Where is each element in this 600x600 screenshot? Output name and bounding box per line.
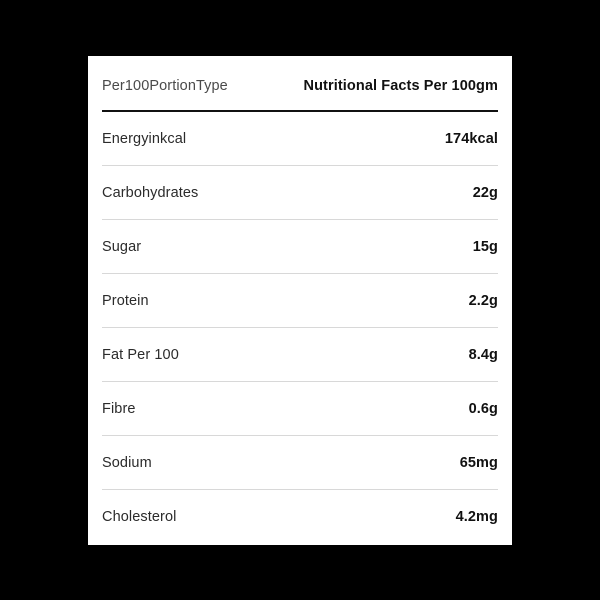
table-row: [102, 166, 498, 220]
nutrition-facts-table: [102, 56, 498, 543]
nutrient-label: Cholesterol: [102, 509, 177, 525]
nutrient-value: 15g: [300, 220, 498, 274]
table-row: [102, 111, 498, 166]
nutrient-value: 4.2mg: [455, 509, 498, 525]
table-row: [102, 490, 498, 544]
nutrient-label: Sodium: [102, 436, 300, 490]
nutrient-value: 2.2g: [300, 274, 498, 328]
nutrient-label: Fat Per 100: [102, 328, 300, 382]
nutrient-label: Fibre: [102, 382, 300, 436]
header-nutritional-facts: Nutritional Facts Per 100gm: [300, 56, 498, 111]
nutrient-value: 174kcal: [300, 111, 498, 166]
table-row: [102, 382, 498, 436]
nutrient-label: Energyinkcal: [102, 111, 300, 166]
table-row: [102, 328, 498, 382]
table-body: [102, 56, 498, 543]
nutrient-label: Carbohydrates: [102, 166, 300, 220]
nutrient-label: Protein: [102, 274, 300, 328]
nutrition-facts-panel: [88, 56, 512, 545]
table-header-row: [102, 56, 498, 111]
table-row: [102, 274, 498, 328]
nutrient-value: 22g: [300, 166, 498, 220]
table-row: [102, 220, 498, 274]
nutrient-value: 65mg: [300, 436, 498, 490]
nutrient-value: 8.4g: [300, 328, 498, 382]
table-row: [102, 436, 498, 490]
nutrient-value: 0.6g: [300, 382, 498, 436]
nutrient-label: Sugar: [102, 220, 300, 274]
header-portion-type: Per100PortionType: [102, 56, 300, 111]
